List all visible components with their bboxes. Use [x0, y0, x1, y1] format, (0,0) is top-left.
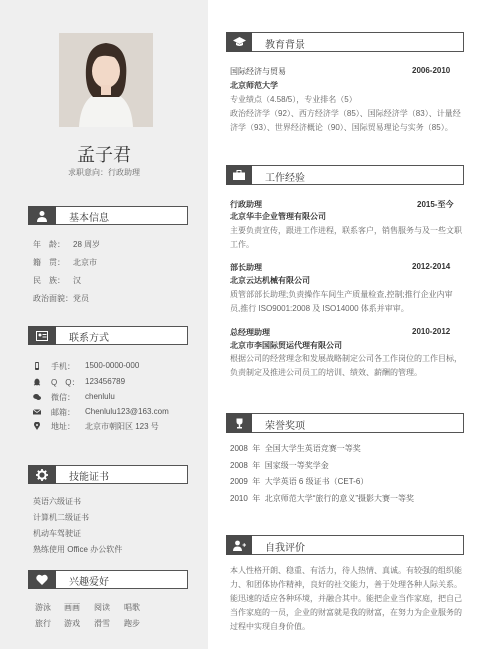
section-title-hobbies: 兴趣爱好 — [69, 577, 109, 588]
award-year: 2008 — [230, 461, 248, 470]
job-description: 质管部部长助理;负责操作车间生产质量检查,控制;推行企业内审员,推行 ISO9001:2008 及 ISO14000 体系并审审。 — [230, 290, 453, 313]
job-position: 部长助理 — [230, 263, 262, 272]
gear-icon — [28, 465, 56, 484]
hobby-item: 画画 — [64, 603, 80, 612]
award-text: 全国大学生英语竞赛一等奖 — [264, 444, 361, 453]
job-description: 根据公司的经营理念和发展战略制定公司各工作岗位的工作目标，负责制定及推进公司员工的培训、绩效、薪酬的管理。 — [230, 354, 462, 377]
section-title-work: 工作经验 — [265, 173, 305, 184]
section-header-contact — [28, 326, 188, 345]
section-header-work — [226, 165, 464, 185]
job-position: 总经理助理 — [230, 328, 270, 337]
user-add-icon — [226, 535, 252, 555]
job-date: 2015-至今 — [417, 200, 454, 209]
award-year-unit: 年 — [252, 477, 261, 486]
award-item — [230, 476, 368, 487]
hobby-item: 游泳 — [35, 603, 51, 612]
job-company: 北京市李国际贸运代理有限公司 — [230, 341, 342, 350]
job-intent: 求职意向：行政助理 — [68, 168, 140, 177]
contact-value-phone: 1500-0000-000 — [85, 361, 140, 370]
award-item — [230, 443, 361, 454]
hobby-item: 滑雪 — [94, 619, 110, 628]
job-date: 2010-2012 — [412, 327, 451, 336]
user-icon — [28, 206, 56, 225]
contact-label-phone: 手机： — [51, 362, 75, 371]
education-gpa: 专业绩点（4.58/5），专业排名（5） — [230, 95, 357, 104]
section-title-contact: 联系方式 — [69, 333, 109, 344]
award-year-unit: 年 — [252, 444, 261, 453]
graduation-cap-icon — [226, 32, 252, 52]
section-header-hobbies — [28, 570, 188, 589]
skill-item: 机动车驾驶证 — [33, 529, 81, 538]
qq-icon — [33, 378, 41, 386]
contact-value-qq: 123456789 — [85, 377, 126, 386]
education-courses: 政治经济学（92）、西方经济学（85）、国际经济学（83）、计量经济学（93）、世界经济概论（90）、国际贸易理论与实务（85）。 — [230, 109, 461, 132]
basic-value-politics: 党员 — [73, 294, 89, 303]
heart-icon — [28, 570, 56, 589]
job-position: 行政助理 — [230, 200, 262, 209]
contact-value-address: 北京市朝阳区 123 号 — [85, 422, 159, 431]
hobby-item: 旅行 — [35, 619, 51, 628]
section-title-awards: 荣誉奖项 — [265, 421, 305, 432]
award-text: 北京师范大学“旅行的意义”摄影大赛一等奖 — [264, 494, 415, 503]
section-header-education — [226, 32, 464, 52]
contact-label-address: 地址： — [51, 422, 75, 431]
job-description: 主要负责宣传，跟进工作进程，联系客户，销售服务与及一些文职工作。 — [230, 226, 462, 249]
hobby-item: 阅读 — [94, 603, 110, 612]
basic-value-ethnicity: 汉 — [73, 276, 81, 285]
basic-value-hometown: 北京市 — [73, 258, 97, 267]
award-year-unit: 年 — [252, 494, 261, 503]
job-date: 2012-2014 — [412, 262, 451, 271]
award-text: 大学英语 6 级证书（CET-6） — [264, 477, 369, 486]
phone-icon — [33, 362, 41, 370]
education-school: 北京师范大学 — [230, 81, 278, 90]
contact-value-email: Chenlulu123@163.com — [85, 407, 169, 416]
briefcase-icon — [226, 165, 252, 185]
section-header-awards — [226, 413, 464, 433]
section-header-skills — [28, 465, 188, 484]
contact-label-qq: Q Q： — [51, 378, 80, 387]
contact-label-wechat: 微信： — [51, 393, 75, 402]
skill-item: 计算机二级证书 — [33, 513, 89, 522]
section-title-basic: 基本信息 — [69, 213, 109, 224]
award-item — [230, 493, 414, 504]
skill-item: 英语六级证书 — [33, 497, 81, 506]
job-company: 北京华丰企业管理有限公司 — [230, 212, 326, 221]
self-evaluation-text: 本人性格开朗、稳重、有活力，待人热情、真诚。有较强的组织能力、和团体协作精神，良好的社交能力，善于处理各种人际关系。能迅速的适应各种环境，并融合其中。能把企业当作家庭，把自己当作家庭的一员，企业的财富就是我的财富，在努力为企业服务的过程中实现自身价值。 — [230, 566, 462, 631]
basic-label-ethnicity: 民 族： — [33, 276, 65, 285]
profile-photo — [59, 33, 153, 127]
email-icon — [33, 408, 41, 416]
award-year-unit: 年 — [252, 461, 261, 470]
section-header-basic — [28, 206, 188, 225]
award-year: 2010 — [230, 494, 248, 503]
job-company: 北京云达机械有限公司 — [230, 276, 310, 285]
hobby-item: 游戏 — [64, 619, 80, 628]
section-title-self-eval: 自我评价 — [265, 543, 305, 554]
hobby-item: 跑步 — [124, 619, 140, 628]
contact-card-icon — [28, 326, 56, 345]
award-year: 2009 — [230, 477, 248, 486]
contact-value-wechat: chenlulu — [85, 392, 115, 401]
wechat-icon — [33, 393, 41, 401]
section-title-skills: 技能证书 — [69, 472, 109, 483]
section-title-education: 教育背景 — [265, 40, 305, 51]
profile-name: 孟子君 — [77, 145, 131, 165]
hobby-item: 唱歌 — [124, 603, 140, 612]
section-header-self-eval — [226, 535, 464, 555]
education-date: 2006-2010 — [412, 66, 451, 75]
basic-label-age: 年 龄： — [33, 240, 65, 249]
location-icon — [33, 422, 41, 430]
skill-item: 熟练使用 Office 办公软件 — [33, 545, 123, 554]
trophy-icon — [226, 413, 252, 433]
education-major: 国际经济与贸易 — [230, 67, 286, 76]
basic-label-politics: 政治面貌： — [33, 294, 73, 303]
award-item — [230, 460, 329, 471]
award-year: 2008 — [230, 444, 248, 453]
basic-label-hometown: 籍 贯： — [33, 258, 65, 267]
contact-label-email: 邮箱： — [51, 408, 75, 417]
basic-value-age: 28 周岁 — [73, 240, 101, 249]
award-text: 国家级一等奖学金 — [264, 461, 329, 470]
